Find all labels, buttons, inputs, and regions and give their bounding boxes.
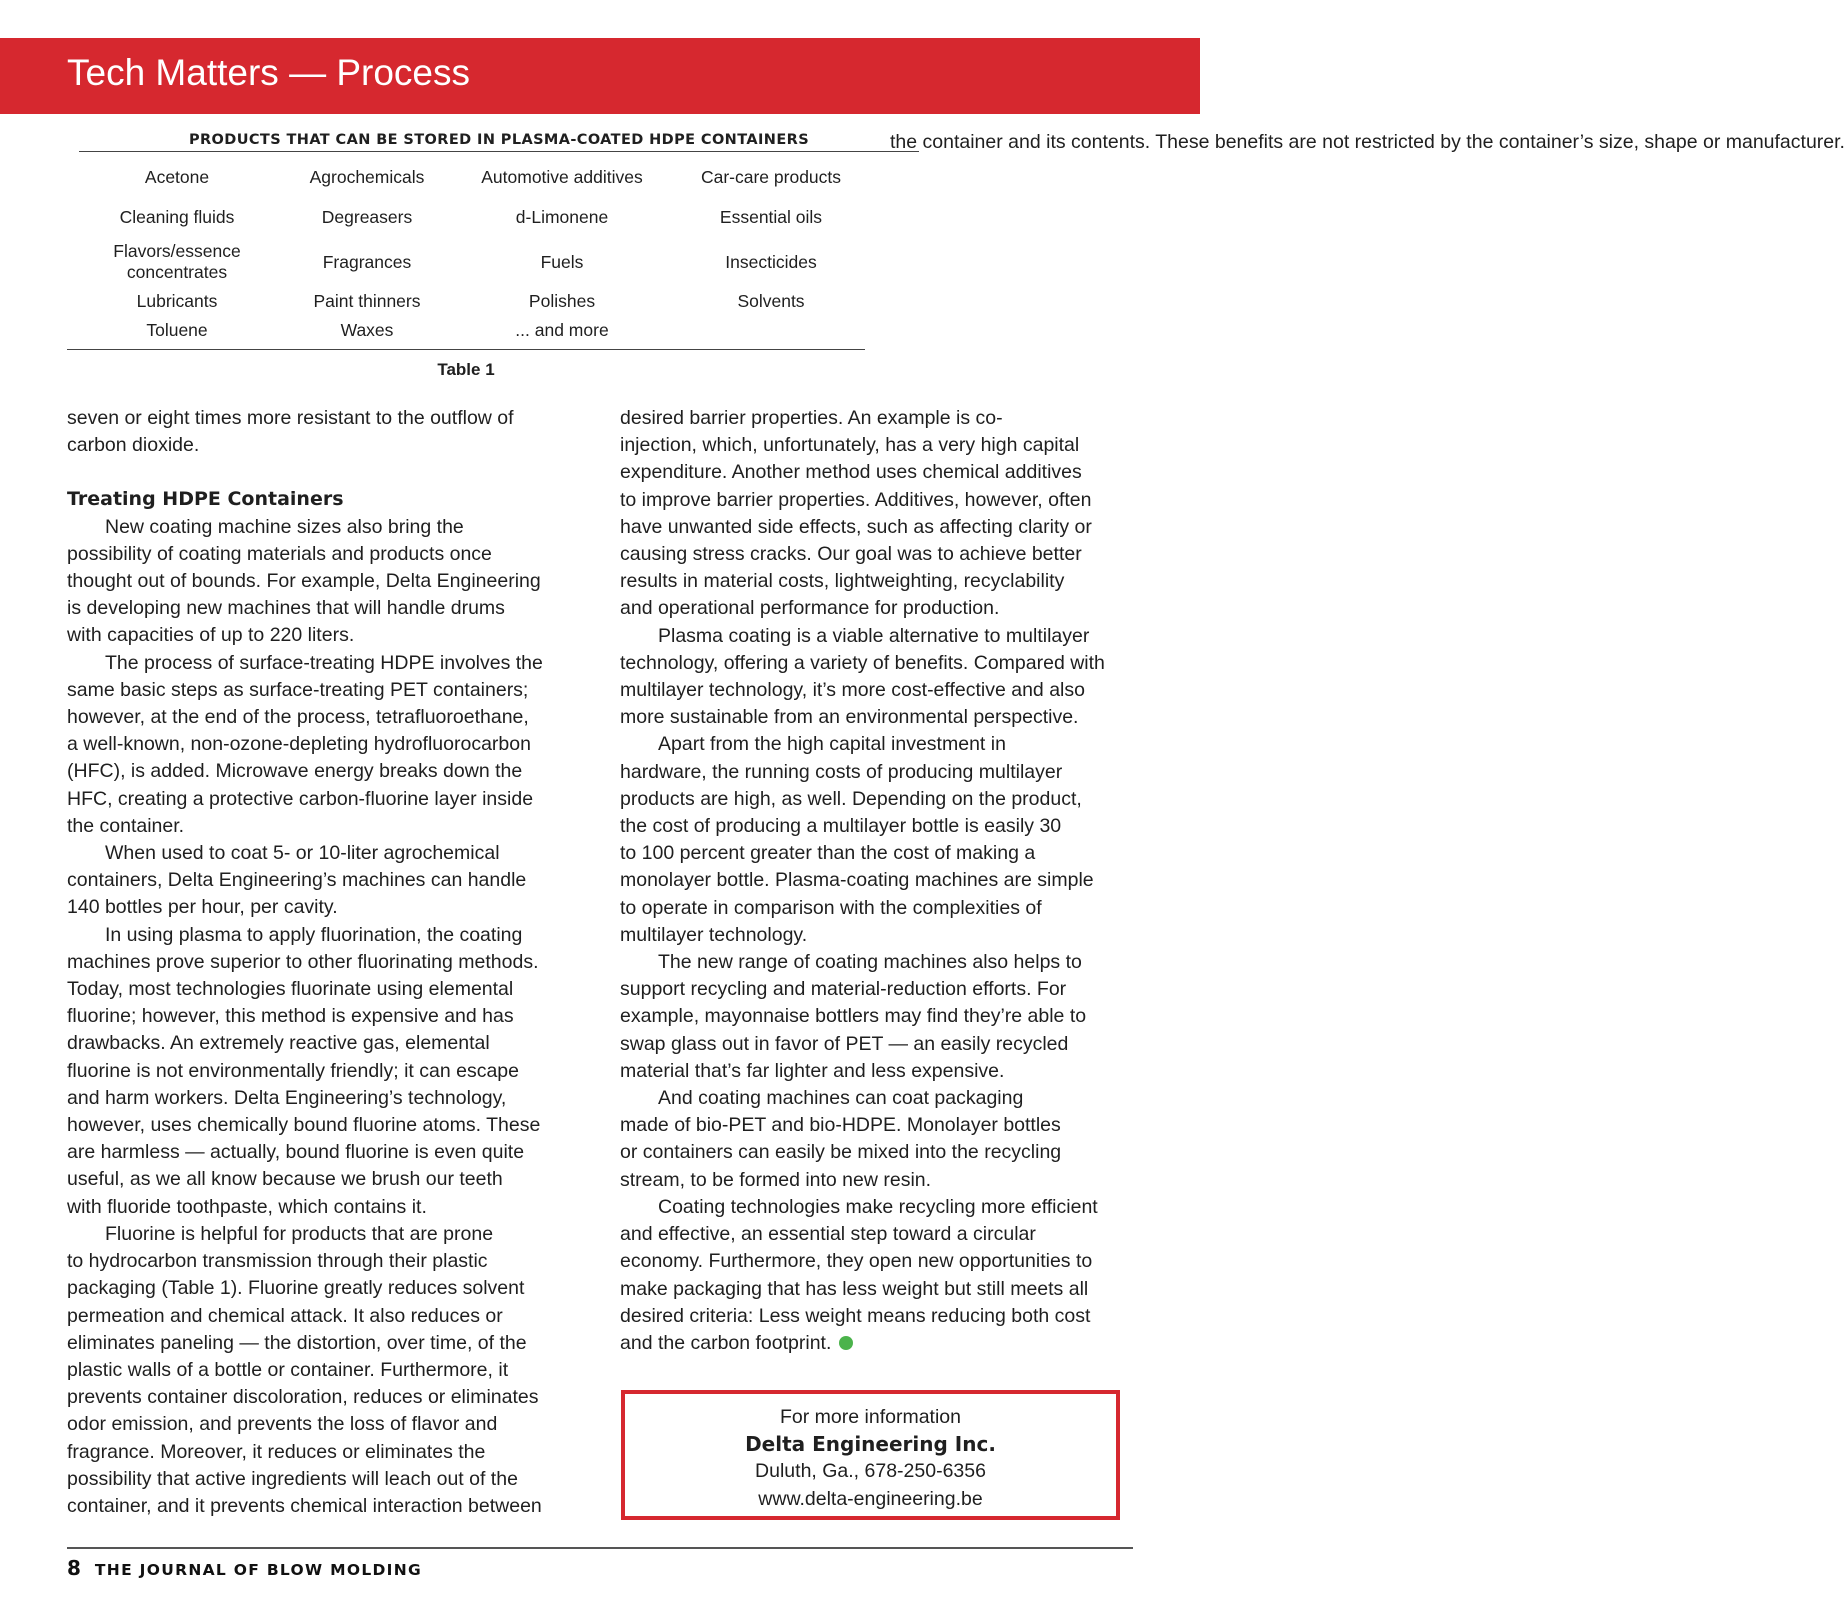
products-table bbox=[67, 157, 865, 345]
table-title: PRODUCTS THAT CAN BE STORED IN PLASMA-COATED HDPE CONTAINERS bbox=[188, 132, 810, 148]
footer-rule bbox=[67, 1547, 1133, 1549]
table-cell: Insecticides bbox=[725, 251, 817, 272]
table-cell: Lubricants bbox=[136, 291, 218, 311]
table-cell: Essential oils bbox=[719, 206, 823, 227]
table-title-rule bbox=[79, 151, 919, 152]
table-cell: ... and more bbox=[515, 320, 609, 340]
products-table-block bbox=[67, 129, 865, 379]
table-row bbox=[67, 316, 865, 345]
table-cell: Degreasers bbox=[321, 206, 413, 227]
table-caption: Table 1 bbox=[437, 360, 495, 379]
section-heading: Treating HDPE Containers bbox=[67, 488, 344, 511]
table-cell: Solvents bbox=[737, 291, 805, 311]
left-column: seven or eight times more resistant to the outflow of carbon dioxide. Treating HDPE Containers New coating machine sizes also bring the possibility of coating materials and products once thought out of bounds. For example, Delta Engineering is developing new machines that will handle drums with capacities of up to 220 liters. The process of surface-treating HDPE involves the same basic steps as surface-treating PET containers; however, at the end of the process, tetrafluoroethane, a well-known, non-ozone-depleting hydrofluorocarbon (HFC), is added. Microwave energy breaks down the HFC, creating a protective carbon-fluorine layer inside the container. When used to coat 5- or 10-liter agrochemical containers, Delta Engineering’s machines can handle 140 bottles per hour, per cavity. In using plasma to apply fluorination, the coating machines prove superior to other fluorinating methods. Today, most technologies fluorinate using elemental fluorine; however, this method is expensive and has drawbacks. An extremely reactive gas, elemental fluorine is not environmentally friendly; it can escape and harm workers. Delta Engineering’s technology, however, uses chemically bound fluorine atoms. These are harmless — actually, bound fluorine is even quite useful, as we all know because we brush our teeth with fluoride toothpaste, which contains it. Fluorine is helpful for products that are prone to hydrocarbon transmission through their plastic packaging (Table 1). Fluorine greatly reduces solvent permeation and chemical attack. It also reduces or eliminates paneling — the distortion, over time, of the plastic walls of a bottle or container. Furthermore, it prevents container discoloration, reduces or eliminates odor emission, and prevents the loss of flavor and fragrance. Moreover, it reduces or eliminates the possibility that active ingredients will leach out of the container, and it prevents chemical interaction between bbox=[67, 407, 543, 1517]
table-cell bbox=[677, 316, 865, 345]
table-cell: Agrochemicals bbox=[309, 166, 425, 187]
page-title: Tech Matters — Process bbox=[67, 52, 471, 93]
table-cell: Polishes bbox=[528, 291, 596, 311]
right-column-top bbox=[890, 129, 1845, 156]
table-cell: Fuels bbox=[540, 251, 584, 272]
body-text: the container and its contents. These benefits are not restricted by the container’s size, shape or manufacturer. bbox=[890, 131, 1845, 153]
table-cell: Automotive additives bbox=[481, 166, 643, 187]
right-column: desired barrier properties. An example is co- injection, which, unfortunately, has a very high capital expenditure. Another method uses chemical additives to improve barrier properties. Additives, however, often have unwanted side effects, such as affecting clarity or causing stress cracks. Our goal was to achieve better results in material costs, lightweighting, recyclability and operational performance for production. Plasma coating is a viable alternative to multilayer technology, offering a variety of benefits. Compared with multilayer technology, it’s more cost-effective and also more sustainable from an environmental perspective. Apart from the high capital investment in hardware, the running costs of producing multilayer products are high, as well. Depending on the product, the cost of producing a multilayer bottle is easily 30 to 100 percent greater than the cost of making a monolayer bottle. Plasma-coating machines are simple to operate in comparison with the complexities of multilayer technology. The new range of coating machines also helps to support recycling and material-reduction efforts. For example, mayonnaise bottlers may find they’re able to swap glass out in favor of PET — an easily recycled material that’s far lighter and less expensive. And coating machines can coat packaging made of bio-PET and bio-HDPE. Monolayer bottles or containers can easily be mixed into the recycling stream, to be formed into new resin. Coating technologies make recycling more efficient and effective, an essential step toward a circular economy. Furthermore, they open new opportunities to make packaging that has less weight but still meets all desired criteria: Less weight means reducing both cost and the carbon footprint. bbox=[620, 407, 1105, 1354]
footer bbox=[67, 1556, 422, 1580]
table-row bbox=[67, 197, 865, 237]
table-row bbox=[67, 237, 865, 287]
end-of-article-dot-icon bbox=[839, 1336, 853, 1350]
table-cell: d-Limonene bbox=[515, 206, 609, 227]
table-row bbox=[67, 287, 865, 316]
table-row bbox=[67, 157, 865, 197]
table-cell: Cleaning fluids bbox=[119, 206, 235, 227]
info-intro: For more information bbox=[780, 1406, 961, 1428]
table-cell: Flavors/essence concentrates bbox=[113, 241, 241, 282]
info-location: Duluth, Ga., 678-250-6356 bbox=[755, 1460, 986, 1483]
table-cell: Waxes bbox=[340, 320, 394, 340]
page-number: 8 bbox=[67, 1556, 81, 1580]
table-cell: Toluene bbox=[146, 320, 208, 340]
table-cell: Car-care products bbox=[700, 166, 842, 187]
table-cell: Acetone bbox=[144, 166, 210, 187]
table-cell: Fragrances bbox=[322, 251, 412, 272]
info-website: www.delta-engineering.be bbox=[758, 1487, 983, 1510]
publication-name: THE JOURNAL OF BLOW MOLDING bbox=[94, 1561, 423, 1579]
info-box bbox=[621, 1390, 1120, 1520]
table-cell: Paint thinners bbox=[313, 291, 421, 311]
table-bottom-rule bbox=[67, 349, 865, 350]
info-company: Delta Engineering Inc. bbox=[745, 1432, 996, 1457]
